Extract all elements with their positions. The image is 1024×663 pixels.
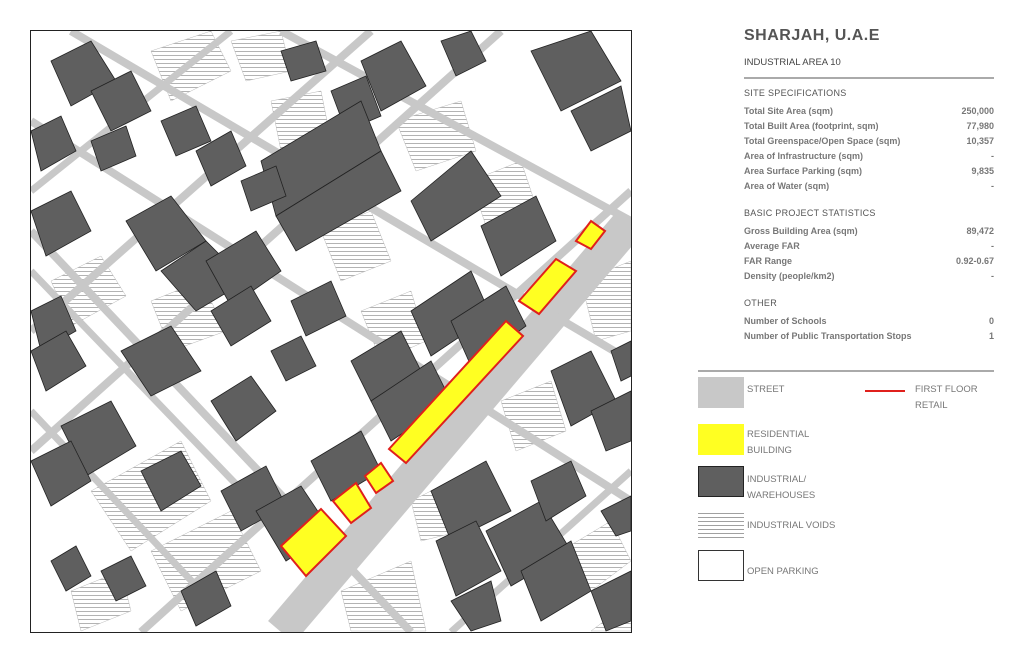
other-value: 1 [988,331,994,341]
page-subtitle: INDUSTRIAL AREA 10 [744,57,994,79]
stat-row [744,269,994,284]
basic-statistics-heading: BASIC PROJECT STATISTICS [744,208,876,218]
residential-swatch [698,424,744,455]
spec-row [744,104,994,119]
stat-value: 89,472 [966,226,994,236]
voids-legend-label: INDUSTRIAL VOIDS [747,520,836,531]
spec-value: 77,980 [966,121,994,131]
stat-value: - [991,241,994,251]
retail-legend-label-1: FIRST FLOOR [915,384,978,395]
spec-label: Total Built Area (footprint, sqm) [744,121,879,131]
industrial-legend-label-1: INDUSTRIAL/ [747,474,807,485]
street-swatch [698,377,744,408]
site-specifications-section [744,88,994,194]
other-label: Number of Public Transportation Stops [744,331,912,341]
other-heading: OTHER [744,298,777,308]
map-legend [698,370,994,577]
spec-label: Area of Infrastructure (sqm) [744,151,864,161]
other-value: 0 [988,316,994,326]
stat-label: Gross Building Area (sqm) [744,226,858,236]
retail-legend-label-2: RETAIL [915,400,948,411]
stat-label: Average FAR [744,241,800,251]
stat-value: 0.92-0.67 [955,256,994,266]
spec-value: - [991,181,994,191]
spec-value: - [991,151,994,161]
industrial-legend-label-2: WAREHOUSES [747,490,816,501]
other-section [744,298,994,344]
stat-row [744,224,994,239]
parking-swatch [698,550,744,581]
site-map-drawing [31,31,631,632]
page-title: SHARJAH, U.A.E [744,27,880,44]
stat-row [744,239,994,254]
parking-legend-label: OPEN PARKING [747,566,819,577]
stat-row [744,254,994,269]
spec-value: 9,835 [971,166,994,176]
info-panel [744,27,994,344]
retail-line-swatch [865,390,905,392]
stat-label: FAR Range [744,256,793,266]
street-legend-label: STREET [747,384,785,395]
spec-value: 10,357 [966,136,994,146]
basic-statistics-section [744,208,994,284]
spec-row [744,179,994,194]
legend-divider [698,370,994,372]
spec-label: Area of Water (sqm) [744,181,830,191]
spec-label: Total Greenspace/Open Space (sqm) [744,136,901,146]
spec-label: Total Site Area (sqm) [744,106,834,116]
spec-row [744,149,994,164]
other-row [744,314,994,329]
voids-swatch [698,510,744,541]
residential-legend-label-2: BUILDING [747,445,792,456]
spec-row [744,164,994,179]
stat-label: Density (people/km2) [744,271,835,281]
spec-value: 250,000 [961,106,994,116]
site-map [30,30,632,633]
spec-row [744,119,994,134]
site-specifications-heading: SITE SPECIFICATIONS [744,88,847,98]
industrial-swatch [698,466,744,497]
spec-row [744,134,994,149]
spec-label: Area Surface Parking (sqm) [744,166,863,176]
other-label: Number of Schools [744,316,827,326]
stat-value: - [991,271,994,281]
other-row [744,329,994,344]
residential-legend-label-1: RESIDENTIAL [747,429,810,440]
